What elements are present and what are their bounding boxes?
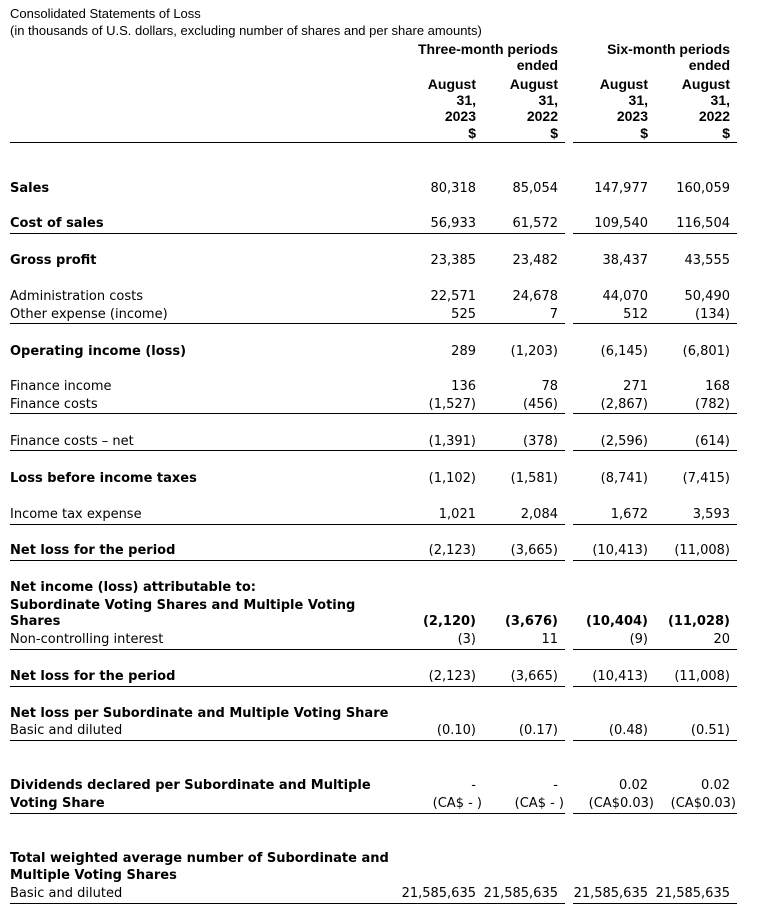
row-divider: [573, 323, 737, 324]
column-month: August: [427, 76, 476, 92]
column-month: August: [599, 76, 648, 92]
cell: (456): [523, 397, 558, 412]
section-heading-weighted-shares: Total weighted average number of Subordinate and: [10, 851, 389, 866]
cell: (7,415): [682, 471, 730, 486]
cell: (2,123): [428, 669, 476, 684]
section-heading-eps: Net loss per Subordinate and Multiple Voting Share: [10, 706, 389, 721]
row-label: Loss before income taxes: [10, 471, 197, 486]
cell: 1,672: [610, 507, 648, 522]
cell: 2,084: [520, 507, 558, 522]
row-divider: [10, 649, 565, 650]
row-label: Finance costs: [10, 397, 98, 412]
cell: 43,555: [684, 253, 730, 268]
column-month: August: [509, 76, 558, 92]
cell: 23,482: [512, 253, 558, 268]
row-label: Other expense (income): [10, 307, 168, 322]
group-header-six-month: Six-month periods: [607, 41, 730, 57]
cell: 0.02: [701, 778, 730, 793]
row-divider: [573, 813, 737, 814]
cell: (1,391): [428, 434, 476, 449]
column-day: 31,: [710, 92, 730, 108]
row-divider: [10, 813, 565, 814]
cell: (782): [695, 397, 730, 412]
cell: (0.48): [608, 723, 648, 738]
cell: (6,801): [682, 344, 730, 359]
row-divider: [573, 903, 737, 904]
cell: (1,102): [428, 471, 476, 486]
column-day: 31,: [628, 92, 648, 108]
column-currency: $: [550, 125, 558, 141]
cell: (0.10): [436, 723, 476, 738]
row-label: Administration costs: [10, 289, 144, 304]
column-day: 31,: [456, 92, 476, 108]
header-divider: [573, 142, 737, 143]
cell: 50,490: [684, 289, 730, 304]
cell: 80,318: [430, 181, 476, 196]
column-year: 2022: [526, 108, 558, 124]
cell: 85,054: [512, 181, 558, 196]
cell: (10,404): [585, 614, 648, 629]
cell: 20: [713, 632, 730, 647]
row-divider: [10, 560, 565, 561]
cell: (1,203): [510, 344, 558, 359]
group-header-six-month-ended: ended: [688, 57, 730, 73]
cell: 147,977: [594, 181, 648, 196]
cell: (134): [695, 307, 730, 322]
cell: 44,070: [602, 289, 648, 304]
row-label: Dividends declared per Subordinate and Multiple: [10, 778, 371, 793]
row-divider: [10, 450, 565, 451]
cell: 11: [541, 632, 558, 647]
cell: 38,437: [602, 253, 648, 268]
cell: (10,413): [592, 669, 648, 684]
row-divider: [10, 233, 565, 234]
cell: 24,678: [512, 289, 558, 304]
cell: (8,741): [600, 471, 648, 486]
cell: 160,059: [676, 181, 730, 196]
column-year: 2023: [444, 108, 476, 124]
cell: 21,585,635: [483, 886, 558, 901]
cell: (1,581): [510, 471, 558, 486]
row-divider: [573, 450, 737, 451]
row-label: Income tax expense: [10, 507, 142, 522]
row-divider: [573, 686, 737, 687]
row-divider: [573, 413, 737, 414]
cell: 56,933: [430, 216, 476, 231]
row-divider: [10, 323, 565, 324]
cell: 525: [451, 307, 476, 322]
row-label: Non-controlling interest: [10, 632, 164, 647]
cell: (2,596): [600, 434, 648, 449]
section-heading-attributable: Net income (loss) attributable to:: [10, 580, 257, 595]
cell: (614): [695, 434, 730, 449]
row-label: Net loss for the period: [10, 669, 176, 684]
cell: (2,123): [428, 543, 476, 558]
row-label-continued: Voting Share: [10, 796, 105, 811]
cell: (3,676): [504, 614, 558, 629]
cell-cad: (CA$ - ): [514, 796, 564, 811]
cell: (2,120): [422, 614, 476, 629]
cell: 21,585,635: [655, 886, 730, 901]
column-currency: $: [722, 125, 730, 141]
row-label: Sales: [10, 181, 50, 196]
cell: 512: [623, 307, 648, 322]
cell-cad: (CA$ - ): [432, 796, 482, 811]
statement-subtitle: (in thousands of U.S. dollars, excluding number of shares and per share amounts): [10, 23, 482, 38]
cell: (10,413): [592, 543, 648, 558]
cell: 168: [705, 379, 730, 394]
cell-cad: (CA$0.03): [588, 796, 654, 811]
row-label: Cost of sales: [10, 216, 104, 231]
cell: (0.51): [690, 723, 730, 738]
column-currency: $: [640, 125, 648, 141]
row-label: Finance income: [10, 379, 112, 394]
cell: 21,585,635: [401, 886, 476, 901]
column-year: 2023: [616, 108, 648, 124]
cell: 23,385: [430, 253, 476, 268]
cell: 289: [451, 344, 476, 359]
row-divider: [10, 524, 565, 525]
cell: (11,008): [674, 669, 730, 684]
group-header-three-month: Three-month periods: [417, 41, 558, 57]
cell: 1,021: [438, 507, 476, 522]
column-year: 2022: [698, 108, 730, 124]
cell: (3): [457, 632, 476, 647]
cell: 21,585,635: [573, 886, 648, 901]
row-label: Net loss for the period: [10, 543, 176, 558]
cell: (2,867): [600, 397, 648, 412]
cell: (3,665): [510, 543, 558, 558]
cell: -: [471, 778, 476, 793]
header-divider: [10, 142, 565, 143]
cell: 7: [549, 307, 558, 322]
row-divider: [573, 740, 737, 741]
cell: 3,593: [692, 507, 730, 522]
row-divider: [573, 560, 737, 561]
column-currency: $: [468, 125, 476, 141]
row-label: Basic and diluted: [10, 886, 123, 901]
cell: (9): [629, 632, 648, 647]
column-month: August: [681, 76, 730, 92]
cell: (0.17): [518, 723, 558, 738]
cell: (3,665): [510, 669, 558, 684]
row-label-continued: Shares: [10, 614, 61, 629]
section-heading-weighted-shares-continued: Multiple Voting Shares: [10, 868, 177, 883]
cell: (11,008): [674, 543, 730, 558]
cell: -: [553, 778, 558, 793]
row-divider: [573, 649, 737, 650]
row-divider: [10, 413, 565, 414]
group-header-three-month-ended: ended: [516, 57, 558, 73]
cell: (11,028): [667, 614, 730, 629]
cell: 61,572: [512, 216, 558, 231]
row-label: Basic and diluted: [10, 723, 123, 738]
cell: 271: [623, 379, 648, 394]
cell: 78: [541, 379, 558, 394]
row-label: Operating income (loss): [10, 344, 187, 359]
column-day: 31,: [538, 92, 558, 108]
row-label: Subordinate Voting Shares and Multiple Voting: [10, 598, 356, 613]
statement-title: Consolidated Statements of Loss: [10, 6, 201, 21]
cell: (6,145): [600, 344, 648, 359]
row-label: Finance costs – net: [10, 434, 134, 449]
row-divider: [10, 740, 565, 741]
row-divider: [573, 524, 737, 525]
cell: 22,571: [430, 289, 476, 304]
cell: 109,540: [594, 216, 648, 231]
row-divider: [573, 233, 737, 234]
row-divider: [10, 686, 565, 687]
cell: 136: [451, 379, 476, 394]
cell: (378): [523, 434, 558, 449]
cell: (1,527): [428, 397, 476, 412]
cell: 116,504: [676, 216, 730, 231]
row-label: Gross profit: [10, 253, 97, 268]
cell: 0.02: [619, 778, 648, 793]
row-divider: [10, 903, 565, 904]
cell-cad: (CA$0.03): [670, 796, 736, 811]
